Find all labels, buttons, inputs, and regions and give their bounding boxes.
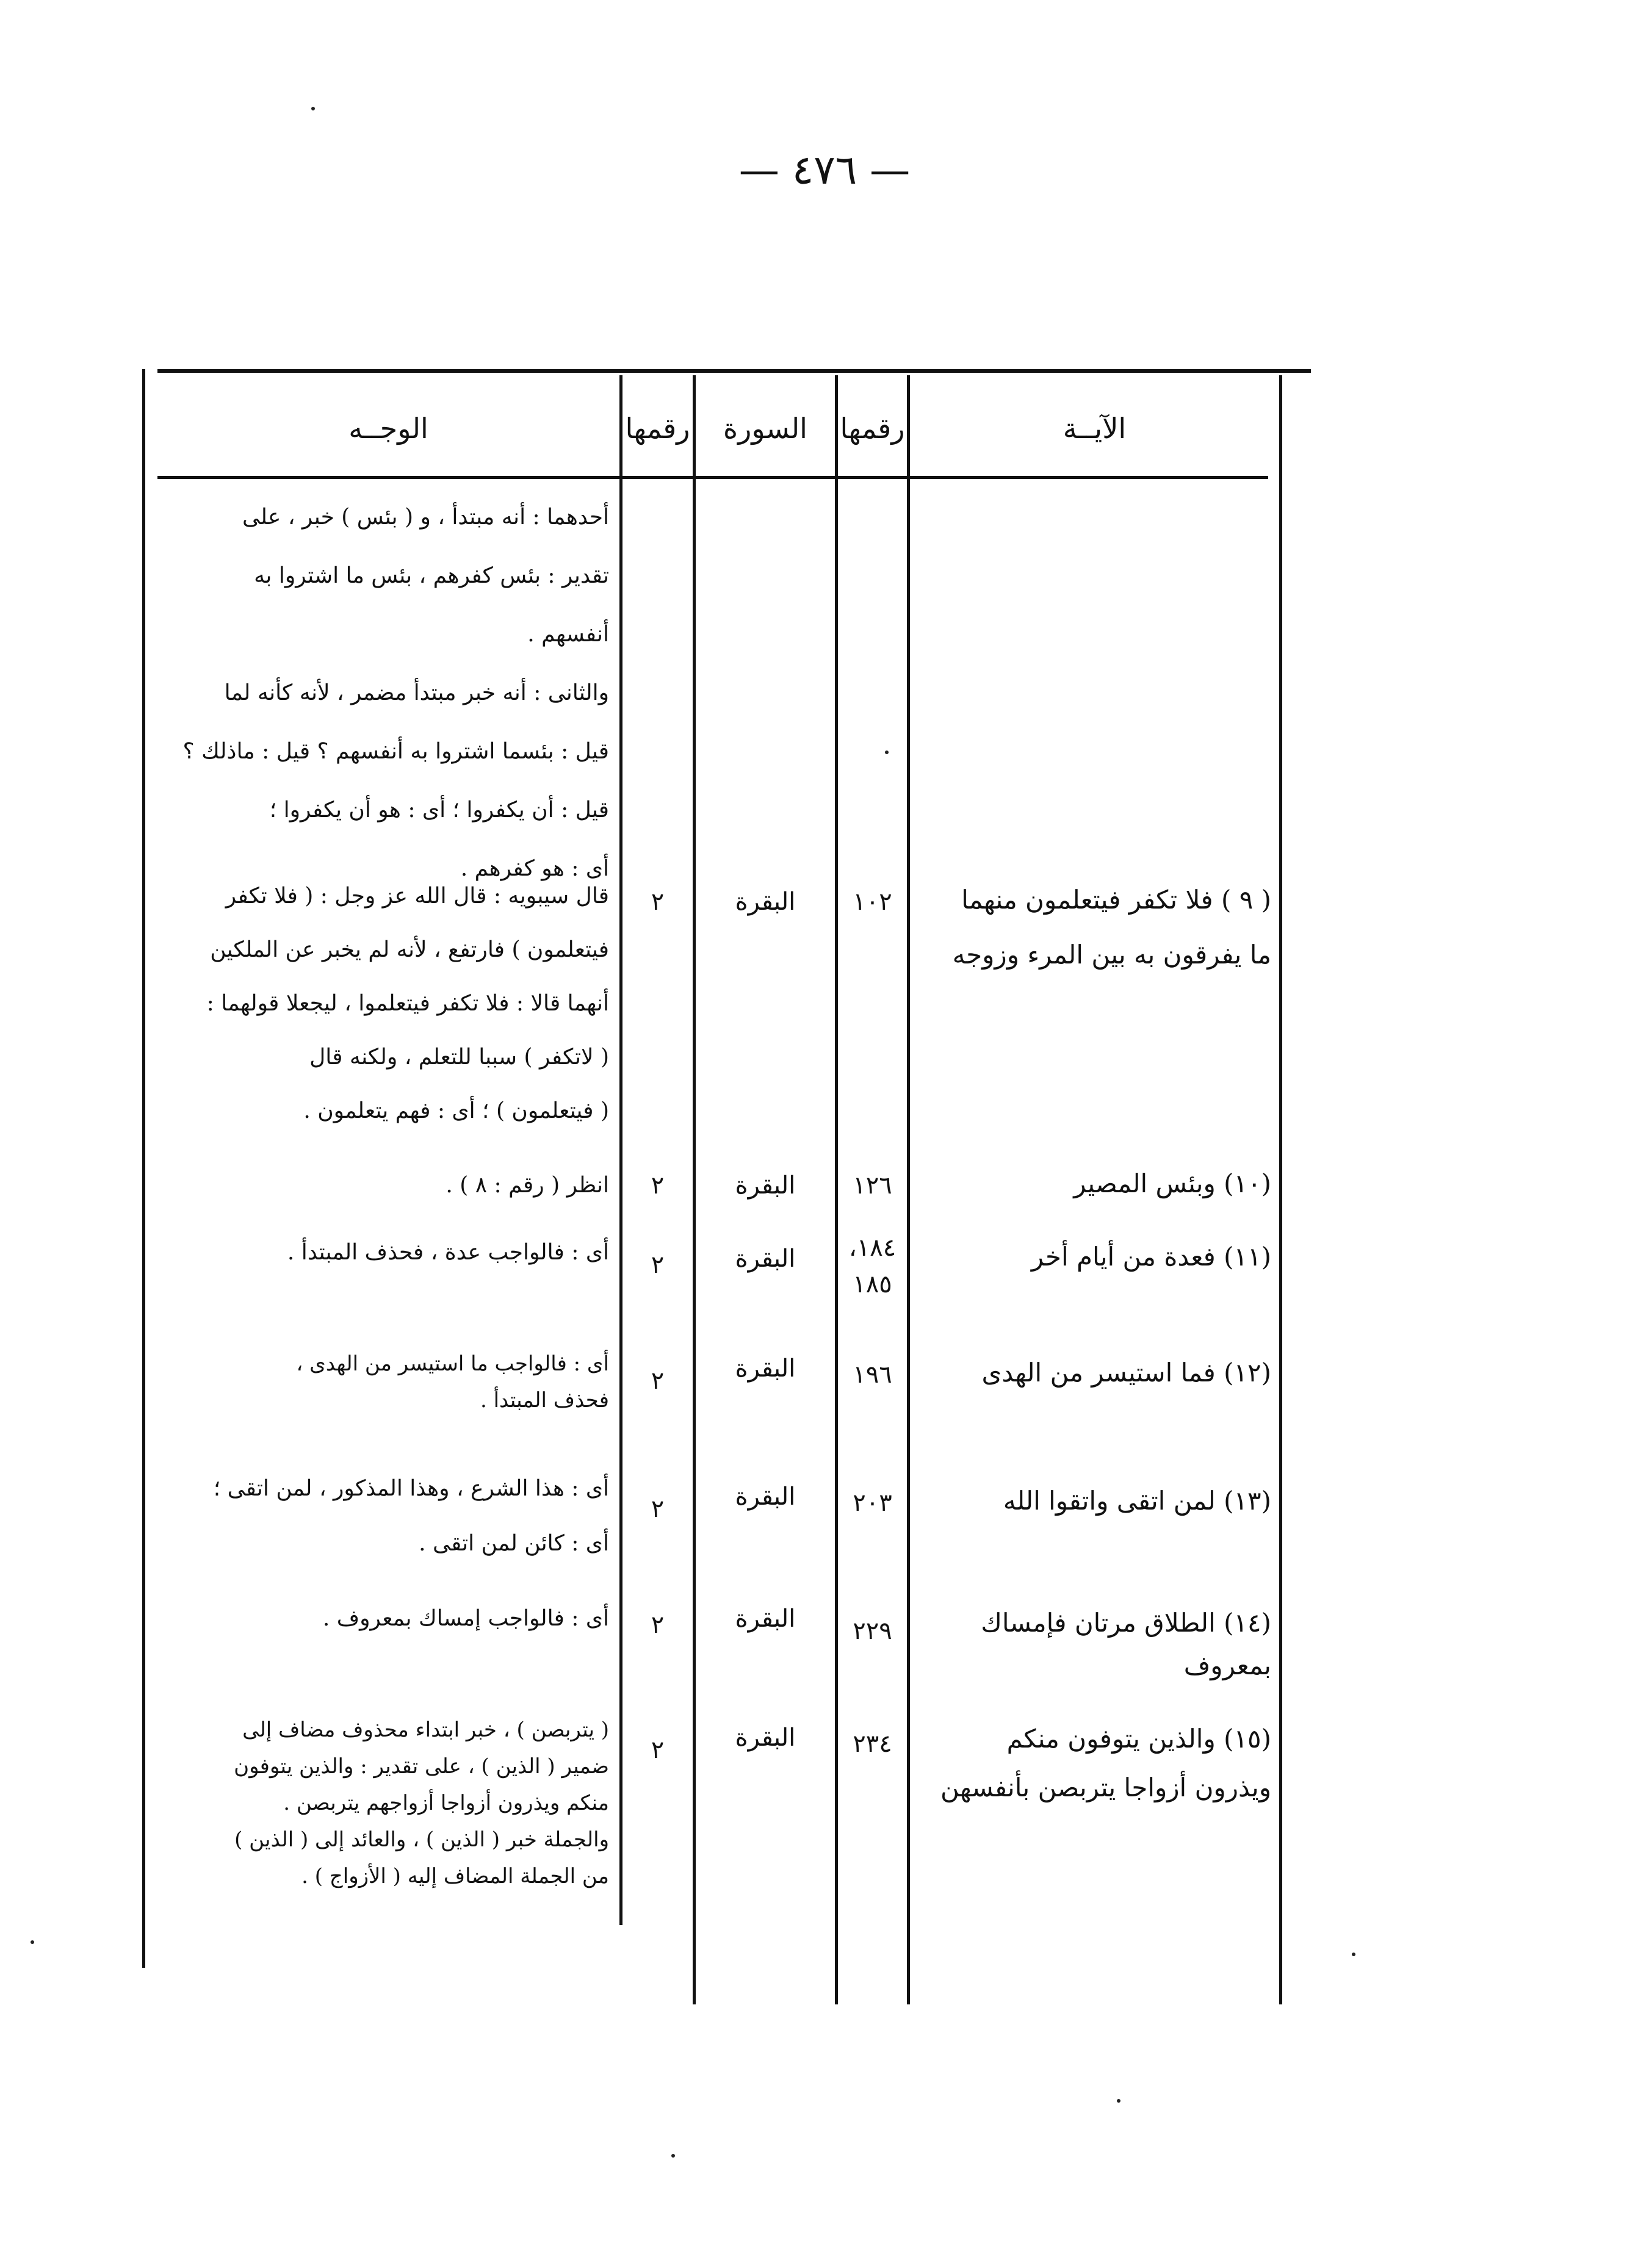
ayah-text: (١٥) والذين يتوفون منكم ويذرون أزواجا يتربصن بأنفسهن [940, 1724, 1271, 1802]
table-right-border [1279, 375, 1282, 2004]
ayah-text: (١١) فعدة من أيام أخر [1031, 1242, 1271, 1272]
header-sura: السورة [723, 412, 807, 445]
column-divider [619, 375, 622, 1925]
wajh-text: ( يتربصن ) ، خبر ابتداء محذوف مضاف إلى ضمير ( الذين ) ، على تقدير : والذين يتوفون منكم ويذرون أزواجا أزواجهم يتربصن . والجملة خبر ( الذين ) ، والعائد إلى ( الذين ) من الجملة المضاف إليه ( الأزواج ) . [234, 1718, 609, 1888]
scan-speck [1117, 2099, 1120, 2103]
ayah-number: ١٠٢ [853, 888, 892, 916]
ayah-number: ٢٠٣ [853, 1489, 892, 1517]
ayah-number: ١٩٦ [853, 1361, 892, 1389]
ayah-text: ( ٩ ) فلا تكفر فيتعلمون منهما ما يفرقون به بين المرء وزوجه [952, 885, 1271, 970]
page-number: — ٤٧٦ — [738, 146, 911, 193]
ayah-text: (١٢) فما استيسر من الهدى [981, 1358, 1271, 1388]
ayah-text: (١٣) لمن اتقى واتقوا الله [1003, 1486, 1271, 1516]
header-wajh: الوجــه [348, 412, 428, 445]
juz-number: ٢ [651, 1172, 665, 1200]
scan-speck [311, 107, 315, 110]
table-top-border [157, 369, 1311, 373]
juz-number: ٢ [651, 888, 665, 916]
ayah-number: ٢٢٩ [853, 1617, 892, 1645]
sura-name: البقرة [735, 1483, 796, 1511]
exegesis-table [157, 369, 1311, 1998]
sura-name: البقرة [735, 1355, 796, 1383]
wajh-text: أى : فالواجب عدة ، فحذف المبتدأ . [287, 1240, 609, 1265]
ayah-number: ١٢٦ [853, 1172, 892, 1200]
ayah-number: ٢٣٤ [853, 1730, 892, 1758]
header-raqmuha-juz: رقمها [625, 412, 690, 445]
juz-number: ٢ [651, 1736, 665, 1764]
juz-number: ٢ [651, 1495, 665, 1523]
juz-number: ٢ [651, 1367, 665, 1395]
juz-number: ٢ [651, 1251, 665, 1279]
wajh-text: انظر ( رقم : ٨ ) . [446, 1173, 609, 1198]
wajh-text: أى : فالواجب إمساك بمعروف . [322, 1606, 609, 1631]
scan-speck [1352, 1953, 1355, 1956]
table-header-divider [157, 476, 1268, 479]
sura-name: البقرة [735, 888, 796, 916]
wajh-text: أى : فالواجب ما استيسر من الهدى ، فحذف المبتدأ . [296, 1352, 609, 1413]
table-left-border [142, 369, 145, 1968]
sura-name: البقرة [735, 1724, 796, 1752]
sura-name: البقرة [735, 1605, 796, 1633]
table-row: أحدهما : أنه مبتدأ ، و ( بئس ) خبر ، على تقدير : بئس كفرهم ، بئس ما اشتروا به أنفسهم . والثانى : أنه خبر مبتدأ مضمر ، لأنه كأنه لما قيل : بئسما اشتروا به أنفسهم ؟ قيل : ماذلك ؟ قيل : أن يكفروا ؛ أى : هو أن يكفروا ؛ أى : هو كفرهم . [182, 505, 609, 881]
scan-speck [31, 1940, 34, 1944]
scan-speck [671, 2154, 675, 2158]
scan-speck [885, 751, 889, 754]
juz-number: ٢ [651, 1611, 665, 1639]
column-divider [907, 375, 910, 2004]
wajh-text: أى : هذا الشرع ، وهذا المذكور ، لمن اتقى ؛ أى : كائن لمن اتقى . [213, 1476, 609, 1556]
sura-name: البقرة [735, 1245, 796, 1273]
sura-name: البقرة [735, 1172, 796, 1200]
ayah-text: (١٤) الطلاق مرتان فإمساك بمعروف [981, 1608, 1271, 1680]
header-aya: الآيــة [1063, 412, 1127, 445]
ayah-number: ١٨٤، ١٨٥ [848, 1234, 897, 1298]
ayah-text: (١٠) وبئس المصير [1073, 1168, 1271, 1198]
wajh-text: قال سيبويه : قال الله عز وجل : ( فلا تكفر فيتعلمون ) فارتفع ، لأنه لم يخبر عن الملكين أنهما قالا : فلا تكفر فيتعلموا ، ليجعلا قولهما : ( لاتكفر ) سببا للتعلم ، ولكنه قال ( فيتعلمون ) ؛ أى : فهم يتعلمون . [206, 884, 609, 1123]
header-raqmuha-ayah: رقمها [840, 412, 905, 445]
